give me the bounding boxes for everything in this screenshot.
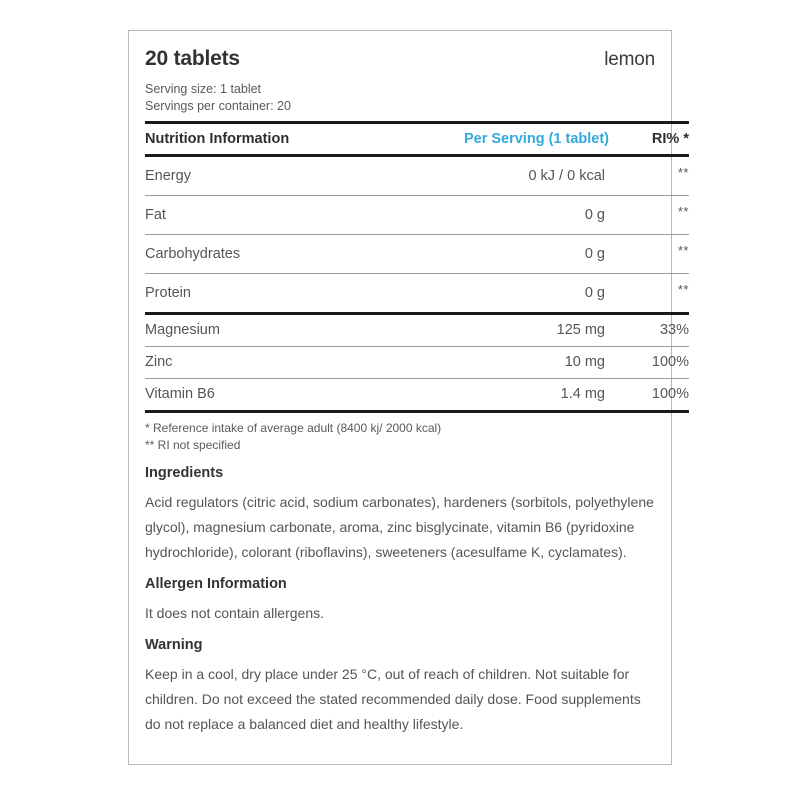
nutrient-name: Magnesium	[145, 322, 220, 338]
nutrition-table-header-row	[145, 123, 689, 156]
nutrient-name: Zinc	[145, 354, 173, 370]
nutrient-value: 0 g	[584, 284, 605, 301]
nutrient-name: Protein	[145, 284, 191, 301]
nutrient-value: 0 g	[584, 245, 605, 262]
nutrition-table	[145, 121, 689, 413]
nutrient-name: Vitamin B6	[145, 386, 215, 402]
table-row	[145, 314, 689, 347]
serving-size-line: Serving size: 1 tablet	[145, 82, 262, 96]
footnote: ** RI not specified	[145, 438, 241, 452]
nutrient-ri-percent	[609, 196, 689, 235]
ri-not-specified-marker: **	[677, 204, 689, 219]
nutrient-value: 10 mg	[564, 354, 605, 370]
nutrient-value: 0 g	[584, 206, 605, 223]
section-body: Acid regulators (citric acid, sodium carbonates), hardeners (sorbitols, polyethylene glycol), magnesium carbonate, aroma, zinc bisglycinate, vitamin B6 (pyridoxine hydrochloride), colorant (riboflavins), sweeteners (acesulfame K, cyclamates).	[145, 494, 654, 560]
label-sections	[145, 465, 655, 737]
nutrient-ri-percent	[609, 156, 689, 196]
column-header-per-serving: Per Serving (1 tablet)	[463, 131, 609, 147]
nutrition-label-panel	[128, 30, 689, 765]
nutrient-name: Fat	[145, 206, 166, 223]
section-title: Warning	[145, 637, 203, 653]
table-row	[145, 347, 689, 379]
table-row	[145, 156, 689, 196]
product-flavour: lemon	[604, 49, 655, 70]
footnotes	[145, 420, 655, 454]
section-title: Allergen Information	[145, 576, 287, 592]
nutrient-value: 125 mg	[556, 322, 605, 338]
section-title: Ingredients	[145, 465, 224, 481]
nutrient-ri-percent: 100%	[651, 354, 689, 370]
table-row	[145, 196, 689, 235]
ri-not-specified-marker: **	[677, 243, 689, 258]
ri-not-specified-marker: **	[677, 282, 689, 297]
nutrient-value: 0 kJ / 0 kcal	[528, 167, 605, 184]
label-header	[145, 47, 655, 71]
nutrient-value: 1.4 mg	[560, 386, 605, 402]
nutrient-name: Carbohydrates	[145, 245, 241, 262]
nutrition-table-head	[145, 123, 689, 156]
nutrient-name: Energy	[145, 167, 191, 184]
product-size: 20 tablets	[145, 47, 240, 70]
label-content	[129, 31, 689, 737]
section-body: Keep in a cool, dry place under 25 °C, out of reach of children. Not suitable for children. Do not exceed the stated recommended daily dose. Food supplements do not replace a balanced diet and healthy lifestyle.	[145, 666, 641, 732]
nutrient-ri-percent: 33%	[659, 322, 689, 338]
column-header-ri-percent: RI% *	[651, 131, 689, 147]
servings-per-container-line: Servings per container: 20	[145, 99, 291, 113]
nutrient-ri-percent	[609, 235, 689, 274]
nutrient-ri-percent: 100%	[651, 386, 689, 402]
serving-info	[145, 81, 655, 115]
table-row	[145, 379, 689, 412]
footnote: * Reference intake of average adult (8400 kj/ 2000 kcal)	[145, 421, 442, 435]
section-body: It does not contain allergens.	[145, 605, 325, 621]
nutrition-table-body	[145, 156, 689, 412]
nutrient-ri-percent	[609, 274, 689, 314]
table-row	[145, 274, 689, 314]
column-header-nutrient: Nutrition Information	[145, 131, 290, 147]
ri-not-specified-marker: **	[677, 165, 689, 180]
table-row	[145, 235, 689, 274]
